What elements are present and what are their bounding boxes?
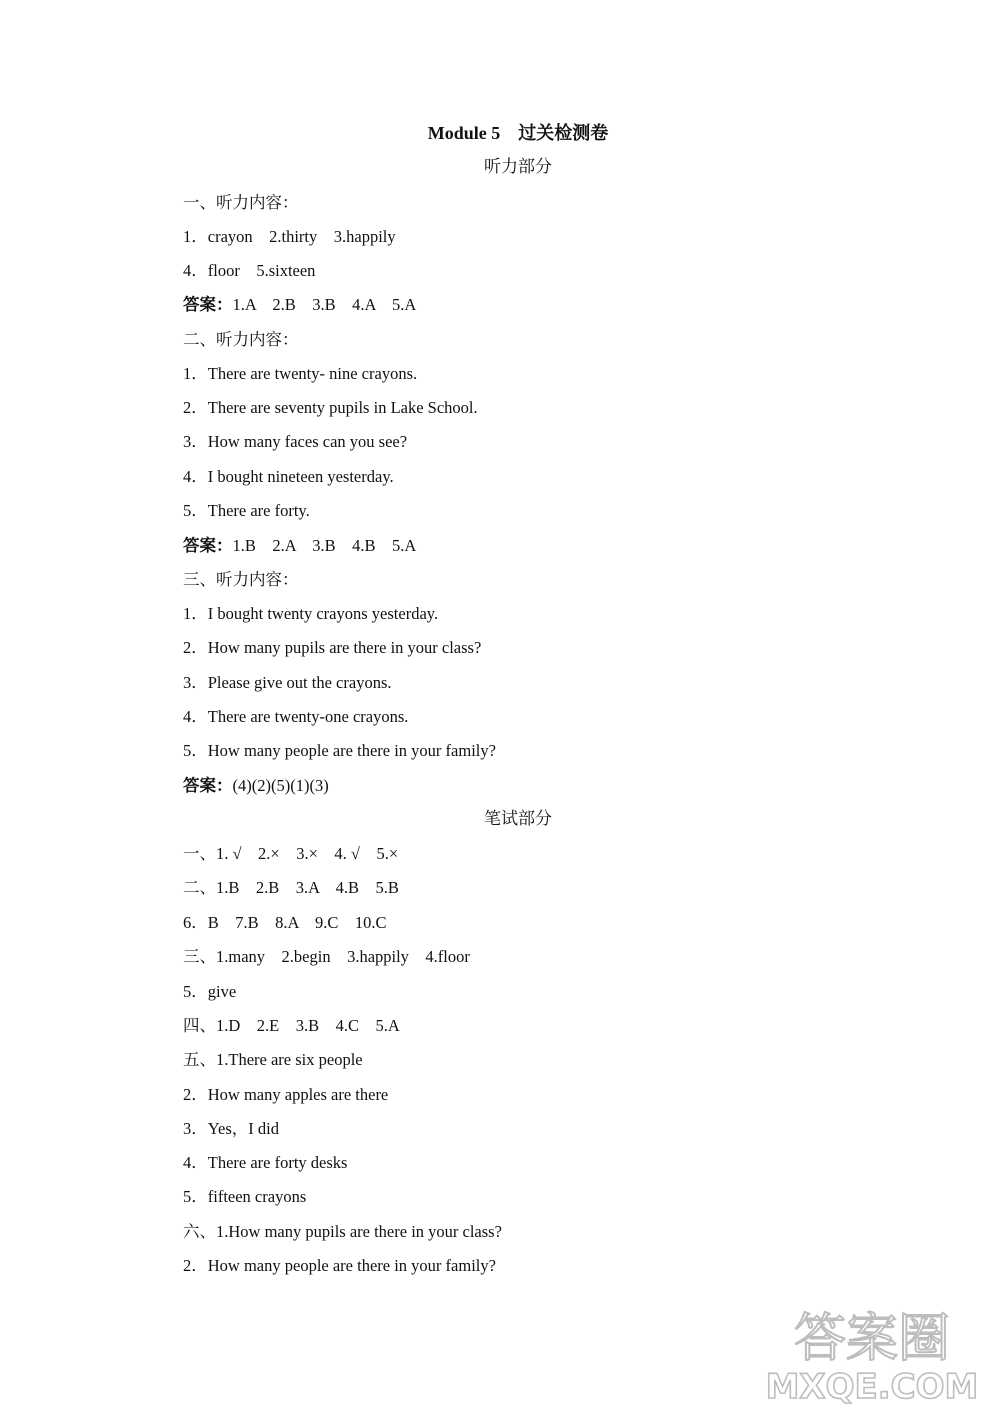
answer-line: 二、1.B 2.B 3.A 4.B 5.B [183, 878, 399, 897]
answer-line: 答案：1.B 2.A 3.B 4.B 5.A [183, 536, 417, 555]
writing-section-header: 笔试部分 [484, 809, 552, 828]
answer-line: 答案：(4)(2)(5)(1)(3) [183, 776, 329, 795]
answer-line: 2．How many people are there in your family? [183, 1256, 496, 1275]
answer-line: 2．There are seventy pupils in Lake School. [183, 398, 478, 417]
answer-line: 五、1.There are six people [183, 1050, 363, 1069]
answer-line: 6．B 7.B 8.A 9.C 10.C [183, 913, 387, 932]
answer-line: 5．There are forty. [183, 501, 310, 520]
answer-line: 4．There are forty desks [183, 1153, 348, 1172]
answer-line: 4．There are twenty-one crayons. [183, 707, 409, 726]
answer-line: 3．Yes，I did [183, 1119, 279, 1138]
answer-label: 答案： [183, 295, 233, 314]
listening-section-header: 听力部分 [484, 157, 552, 176]
answer-line: 三、1.many 2.begin 3.happily 4.floor [183, 947, 470, 966]
page-title: Module 5 过关检测卷 [427, 123, 609, 143]
answer-line: 5．fifteen crayons [183, 1187, 307, 1206]
watermark-bottom-text: MXQE.COM [765, 1367, 979, 1407]
answer-line: 2．How many apples are there [183, 1085, 389, 1104]
answer-line: 2．How many pupils are there in your class? [183, 638, 482, 657]
answer-line: 4．I bought nineteen yesterday. [183, 467, 394, 486]
answer-line: 二、听力内容： [183, 330, 299, 349]
answer-line: 5．give [183, 982, 237, 1001]
answer-line: 1．crayon 2.thirty 3.happily [183, 227, 396, 246]
watermark-logo [752, 1298, 992, 1408]
answer-line: 一、1. √ 2.× 3.× 4. √ 5.× [183, 844, 399, 863]
answer-line: 1．There are twenty- nine crayons. [183, 364, 418, 383]
answer-label: 答案： [183, 536, 233, 555]
answer-line: 四、1.D 2.E 3.B 4.C 5.A [183, 1016, 400, 1035]
answer-line: 3．Please give out the crayons. [183, 673, 392, 692]
answer-label: 答案： [183, 776, 233, 795]
answer-line: 1．I bought twenty crayons yesterday. [183, 604, 439, 623]
answer-line: 4．floor 5.sixteen [183, 261, 316, 280]
answer-line: 3．How many faces can you see? [183, 432, 408, 451]
watermark-top-text: 答案圈 [793, 1309, 951, 1369]
answer-line: 三、听力内容： [183, 570, 299, 589]
answer-line: 5．How many people are there in your family? [183, 741, 496, 760]
answer-line: 六、1.How many pupils are there in your class? [183, 1222, 502, 1241]
answer-line: 一、听力内容： [183, 193, 299, 212]
answer-line: 答案：1.A 2.B 3.B 4.A 5.A [183, 295, 417, 314]
